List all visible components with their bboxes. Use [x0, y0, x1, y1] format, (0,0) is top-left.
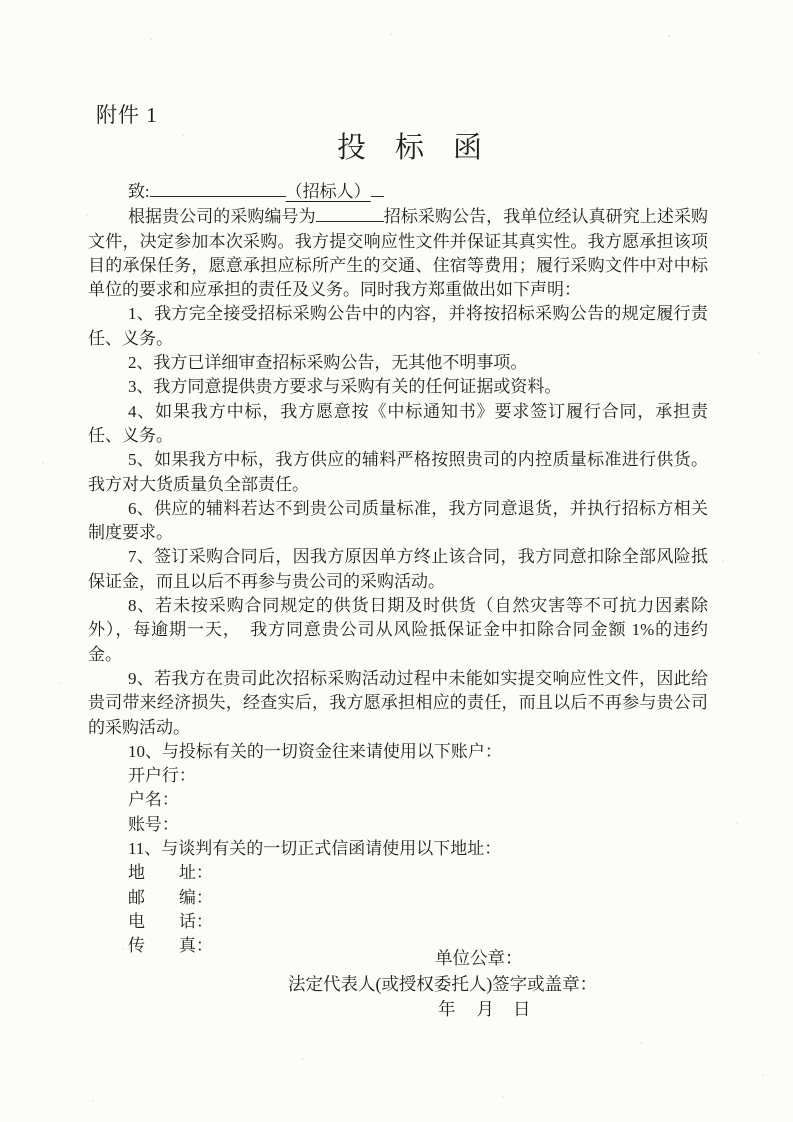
salutation-line [88, 179, 708, 204]
date-line [288, 997, 597, 1023]
declaration-8: 8、若未按采购合同规定的供货日期及时供货（自然灾害等不可抗力因素除外），每逾期一天， 我方同意贵公司从风险抵保证金中扣除合同金额 1%的违约金。 [88, 596, 708, 664]
field-postcode: 邮 编： [127, 887, 213, 907]
day-label: 日 [513, 999, 531, 1019]
intro-paragraph [88, 204, 708, 302]
field-address: 地 址： [127, 863, 213, 883]
field-account-number: 账号： [127, 814, 179, 834]
field-bank-name: 开户行： [127, 766, 196, 786]
intro-text-after-blank: 招标采购公告，我单位经认真研究上述采购文件，决定参加本次采购。我方提交响应性文件并保证其真实性。我方愿承担该项目的承保任务，愿意承担应标所产生的交通、住宿等费用；履行采购文件中对中标单位的要求和应承担的责任及义务。同时我方郑重做出如下声明： [88, 207, 709, 300]
year-label: 年 [438, 999, 456, 1019]
declaration-7: 7、签订采购合同后，因我方原因单方终止该合同，我方同意扣除全部风险抵保证金，而且以后不再参与贵公司的采购活动。 [88, 547, 708, 591]
procurement-number-blank-line [316, 204, 384, 222]
declaration-10: 10、与投标有关的一切资金往来请使用以下账户： [127, 741, 502, 761]
document-body [88, 179, 708, 959]
intro-text-before-blank: 根据贵公司的采购编号为 [127, 207, 316, 227]
declaration-4: 4、如果我方中标，我方愿意按《中标通知书》要求签订履行合同，承担责任、义务。 [88, 401, 708, 445]
field-phone: 电 话： [127, 911, 213, 931]
salutation-prefix: 致: [127, 182, 150, 201]
attachment-label: 附件 1 [96, 103, 158, 127]
scan-noise-speckles [0, 0, 2, 2]
declaration-3: 3、我方同意提供贵方要求与采购有关的任何证据或资料。 [127, 377, 562, 397]
declaration-5: 5、如果我方中标，我方供应的辅料严格按照贵司的内控质量标准进行供货。我方对大货质量负全部责任。 [88, 450, 708, 494]
field-fax: 传 真： [127, 936, 213, 956]
declaration-9: 9、若我方在贵司此次招标采购活动过程中未能如实提交响应性文件，因此给贵司带来经济损失，经查实后，我方愿承担相应的责任，而且以后不再参与贵公司的采购活动。 [88, 668, 708, 737]
recipient-hint: （招标人） [285, 182, 371, 201]
signature-block [288, 946, 597, 1023]
declaration-list [88, 302, 708, 958]
recipient-blank-line [150, 179, 286, 197]
declaration-11: 11、与谈判有关的一切正式信函请使用以下地址： [127, 839, 502, 859]
recipient-blank-tail [371, 179, 384, 197]
declaration-2: 2、我方已详细审查招标采购公告，无其他不明事项。 [127, 353, 528, 373]
company-seal-label: 单位公章： [435, 948, 523, 968]
legal-representative-signature-label: 法定代表人(或授权委托人)签字或盖章： [288, 973, 598, 994]
field-account-name: 户名： [127, 790, 179, 810]
declaration-6: 6、供应的辅料若达不到贵公司质量标准，我方同意退货，并执行招标方相关制度要求。 [88, 498, 708, 543]
month-label: 月 [476, 999, 494, 1019]
document-title: 投 标 函 [336, 132, 482, 164]
declaration-1: 1、我方完全接受招标采购公告中的内容，并将按招标采购公告的规定履行责任、义务。 [88, 304, 708, 348]
